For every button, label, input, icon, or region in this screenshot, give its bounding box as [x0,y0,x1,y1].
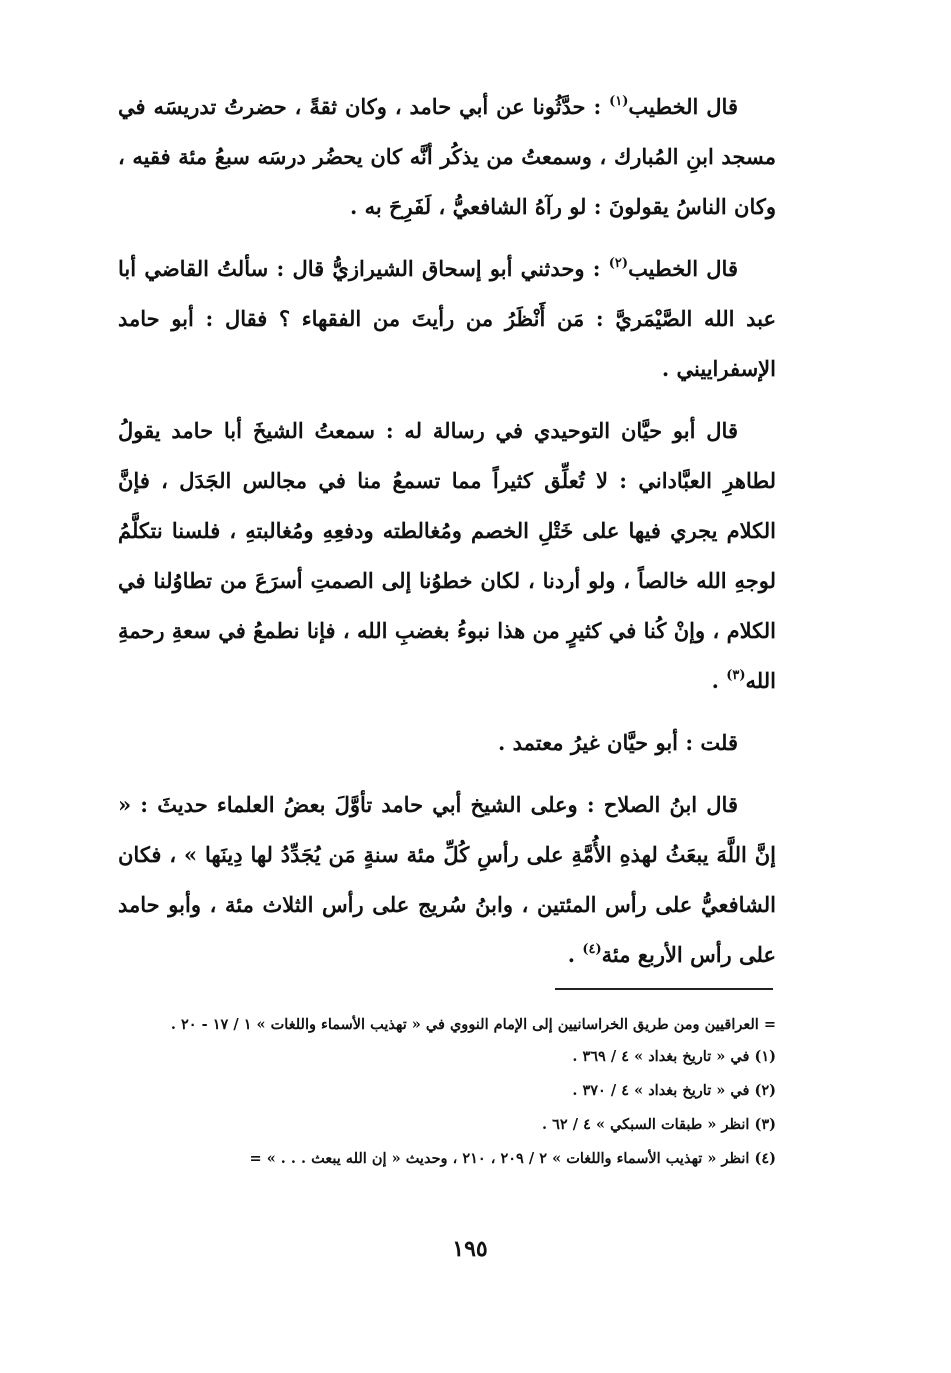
paragraph-5 [118,780,776,980]
footnote-3: (٣) انظر « طبقات السبكي » ٤ / ٦٢ . [542,1116,776,1133]
footnote-ref-2: (٢) [608,256,629,271]
footnote-1: (١) في « تاريخ بغداد » ٤ / ٣٦٩ . [572,1048,776,1065]
paragraph-3-text: قال أبو حيَّان التوحيدي في رسالة له : سمعتُ الشيخَ أبا حامد يقولُ لطاهرِ العبَّاداني : لا تُعلِّق كثيراً مما تسمعُ منا في مجالس الجَدَل ، فإنَّ الكلام يجري فيها على خَتْلِ الخصم ومُغالطته ودفعِهِ ومُغالبتهِ ، فلسنا نتكلَّمُ لوجهِ الله خالصاً ، ولو أردنا ، لكان خطوُنا إلى الصمتِ أسرَعَ من تطاوُلنا في الكلام ، وإنْ كُنا في كثيرٍ من هذا نبوءُ بغضبِ الله ، فإنا نطمعُ في سعةِ رحمةِ الله [118,418,776,693]
footnote-divider [555,988,773,990]
footnote-continuation: = العراقيين ومن طريق الخراسانيين إلى الإمام النووي في « تهذيب الأسماء واللغات » ١ / ١٧ - ٢٠ . [170,1016,776,1033]
paragraph-1-text: قال الخطيب [628,94,738,119]
paragraph-2-text-cont: : وحدثني أبو إسحاق الشيرازيُّ قال : سألتُ القاضي أبا عبد الله الصَّيْمَريَّ : مَن أَنْظَرُ من رأيتَ من الفقهاء ؟ فقال : أبو حامد الإسفراييني . [118,256,776,381]
footnote-4: (٤) انظر « تهذيب الأسماء واللغات » ٢ / ٢٠٩ ، ٢١٠ ، وحديث « إن الله يبعث . . . » = [249,1150,776,1167]
paragraph-1 [118,82,776,232]
paragraph-2-text: قال الخطيب [628,256,738,281]
main-text [118,82,776,992]
footnote-ref-4: (٤) [582,942,602,957]
paragraph-3 [118,406,776,706]
footnote-ref-3: (٣) [726,668,746,683]
paragraph-5-text: قال ابنُ الصلاح : وعلى الشيخ أبي حامد تأوَّلَ بعضُ العلماء حديثَ : « إنَّ اللَّهَ يبعَثُ لهذهِ الأُمَّةِ على رأسِ كُلِّ مئة سنةٍ مَن يُجَدِّدُ لها دِينَها » ، فكان الشافعيُّ على رأس المئتين ، وابنُ سُريج على رأس الثلاث مئة ، وأبو حامد على رأس الأربع مئة [118,792,776,967]
footnote-ref-1: (١) [609,94,629,109]
paragraph-4-text: قلت : أبو حيَّان غيرُ معتمد . [498,730,738,755]
paragraph-5-text-cont: . [567,942,583,967]
footnotes [120,1010,776,1176]
paragraph-3-text-cont: . [711,668,727,693]
paragraph-4 [118,718,776,768]
paragraph-1-text-cont: : حدَّثُونا عن أبي حامد ، وكان ثقةً ، حضرتُ تدريسَه في مسجد ابنِ المُبارك ، وسمعتُ من يذكُر أنَّه كان يحضُر درسَه سبعُ مئة فقيه ، وكان الناسُ يقولونَ : لو رآهُ الشافعيُّ ، لَفَرِحَ به . [118,94,776,219]
footnote-2: (٢) في « تاريخ بغداد » ٤ / ٣٧٠ . [572,1082,776,1099]
paragraph-2 [118,244,776,394]
page-number: ١٩٥ [452,1236,488,1262]
